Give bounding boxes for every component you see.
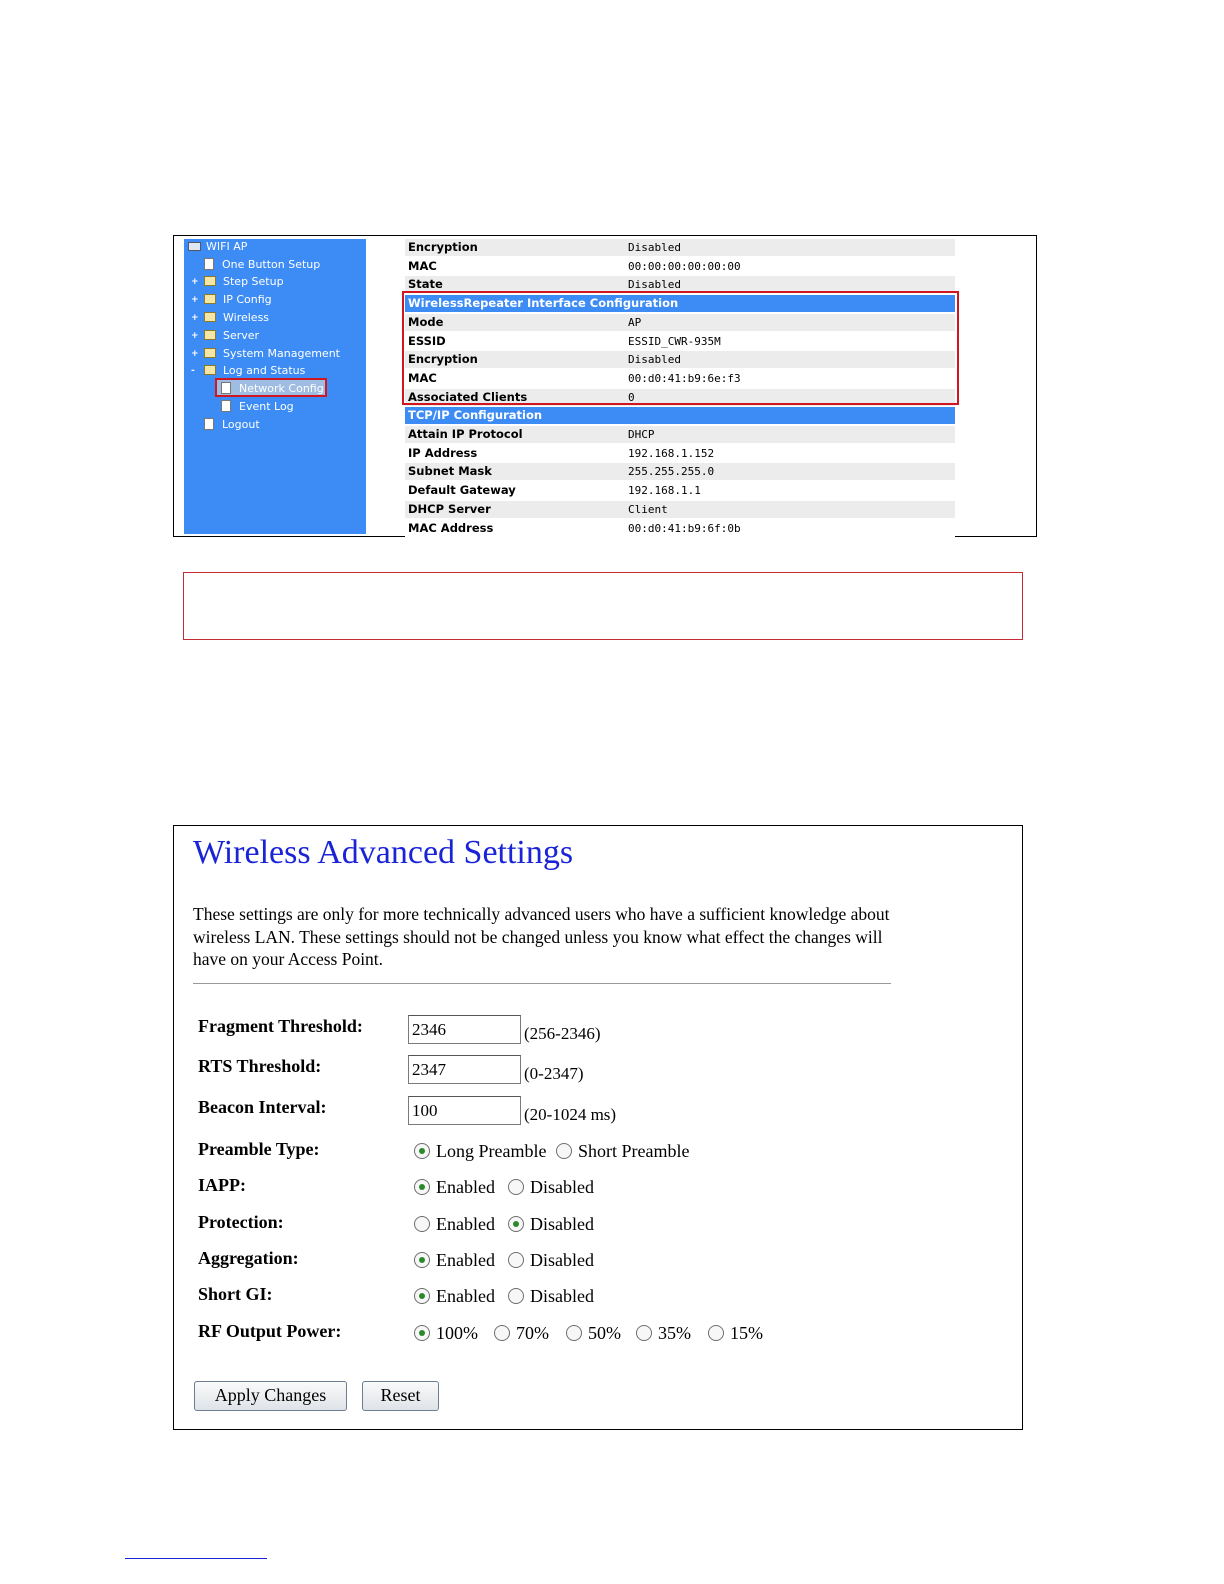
folder-icon bbox=[204, 348, 216, 358]
status-row bbox=[405, 520, 955, 537]
folder-icon bbox=[204, 276, 216, 286]
status-key: IP Address bbox=[408, 445, 478, 460]
radio-unchecked-icon[interactable] bbox=[508, 1252, 524, 1268]
status-value: 00:00:00:00:00:00 bbox=[628, 259, 741, 273]
section-title: WirelessRepeater Interface Configuration bbox=[408, 296, 679, 311]
page-description: These settings are only for more technically advanced users who have a sufficient knowledge about wireless LAN. These settings should not be changed unless you know what effect the changes will have on your Access Point. bbox=[193, 904, 890, 969]
page-title: Wireless Advanced Settings bbox=[193, 834, 574, 871]
status-key: DHCP Server bbox=[408, 501, 491, 516]
radio-checked-icon[interactable] bbox=[414, 1179, 430, 1195]
status-value: 192.168.1.1 bbox=[628, 484, 701, 498]
radio-unchecked-icon[interactable] bbox=[494, 1325, 510, 1341]
status-key: State bbox=[408, 277, 443, 292]
status-value: 255.255.255.0 bbox=[628, 465, 715, 479]
radio-option-label: 50% bbox=[588, 1323, 621, 1343]
page-icon bbox=[204, 258, 214, 270]
status-key: ESSID bbox=[408, 333, 446, 348]
radio-group-label: RF Output Power: bbox=[198, 1321, 342, 1341]
status-row bbox=[405, 426, 955, 443]
status-value: 00:d0:41:b9:6e:f3 bbox=[628, 371, 741, 385]
radio-unchecked-icon[interactable] bbox=[414, 1216, 430, 1232]
radio-group-label: IAPP: bbox=[198, 1175, 246, 1195]
tree-item[interactable] bbox=[191, 292, 272, 308]
tree-item[interactable] bbox=[191, 346, 340, 362]
tree-root[interactable] bbox=[188, 239, 247, 255]
radio-group-label: Aggregation: bbox=[198, 1248, 299, 1268]
expand-icon[interactable]: + bbox=[191, 313, 199, 323]
tree-item-label: Logout bbox=[222, 418, 260, 431]
status-row bbox=[405, 389, 955, 406]
divider bbox=[193, 983, 891, 984]
radio-checked-icon[interactable] bbox=[414, 1288, 430, 1304]
beacon-interval-label: Beacon Interval: bbox=[198, 1097, 327, 1117]
expand-icon[interactable]: + bbox=[191, 277, 199, 287]
page-icon bbox=[221, 382, 231, 394]
network-status-screenshot bbox=[173, 235, 1037, 537]
status-key: Mode bbox=[408, 314, 444, 329]
status-key: Subnet Mask bbox=[408, 464, 492, 479]
section-title: TCP/IP Configuration bbox=[408, 408, 543, 423]
status-value: Client bbox=[628, 502, 668, 516]
footer-underline bbox=[125, 1558, 267, 1559]
status-row bbox=[405, 276, 955, 293]
radio-option-label: 15% bbox=[730, 1323, 763, 1343]
tree-item-label: Event Log bbox=[239, 400, 294, 413]
status-row bbox=[405, 239, 955, 256]
tree-item-label: Step Setup bbox=[223, 275, 284, 288]
radio-checked-icon[interactable] bbox=[414, 1325, 430, 1341]
radio-option-label: 35% bbox=[658, 1323, 691, 1343]
status-key: Encryption bbox=[408, 352, 478, 367]
status-value: Disabled bbox=[628, 241, 681, 254]
tree-item[interactable] bbox=[191, 328, 260, 344]
radio-option-label: 70% bbox=[516, 1323, 549, 1343]
tree-root-label: WIFI AP bbox=[206, 240, 248, 253]
radio-option-label: Enabled bbox=[436, 1250, 495, 1270]
radio-group-label: Short GI: bbox=[198, 1284, 273, 1304]
radio-option-label: Disabled bbox=[530, 1214, 594, 1234]
radio-unchecked-icon[interactable] bbox=[508, 1288, 524, 1304]
tree-item-label: IP Config bbox=[223, 293, 272, 306]
tree-item[interactable] bbox=[191, 310, 270, 326]
status-value: ESSID_CWR-935M bbox=[628, 334, 721, 348]
expand-icon[interactable]: + bbox=[191, 349, 199, 359]
folder-open-icon bbox=[204, 365, 216, 375]
status-row bbox=[405, 351, 955, 368]
expand-icon[interactable]: + bbox=[191, 331, 199, 341]
tree-item[interactable] bbox=[221, 399, 294, 415]
radio-option-label: Long Preamble bbox=[436, 1141, 547, 1161]
status-value: Disabled bbox=[628, 278, 681, 292]
reset-button[interactable]: Reset bbox=[362, 1381, 439, 1411]
note-box bbox=[183, 572, 1023, 640]
radio-option-label: 100% bbox=[436, 1323, 478, 1343]
beacon-interval-hint: (20-1024 ms) bbox=[524, 1105, 617, 1124]
page-icon bbox=[204, 418, 214, 430]
radio-option-label: Enabled bbox=[436, 1286, 495, 1306]
radio-group-label: Preamble Type: bbox=[198, 1139, 320, 1159]
section-header bbox=[405, 295, 955, 312]
status-value: 192.168.1.152 bbox=[628, 446, 715, 460]
status-row bbox=[405, 370, 955, 387]
status-value: DHCP bbox=[628, 428, 655, 441]
section-header bbox=[405, 407, 955, 424]
radio-checked-icon[interactable] bbox=[414, 1252, 430, 1268]
status-value: 00:d0:41:b9:6f:0b bbox=[628, 521, 741, 535]
radio-group-label: Protection: bbox=[198, 1212, 284, 1232]
fragment-threshold-label: Fragment Threshold: bbox=[198, 1016, 363, 1036]
radio-option-label: Enabled bbox=[436, 1177, 495, 1197]
status-value: Disabled bbox=[628, 353, 681, 367]
tree-item[interactable] bbox=[204, 417, 260, 433]
apply-changes-button[interactable]: Apply Changes bbox=[194, 1381, 347, 1411]
fragment-threshold-hint: (256-2346) bbox=[524, 1024, 601, 1043]
tree-item[interactable] bbox=[204, 257, 320, 273]
status-value: AP bbox=[628, 315, 642, 329]
tree-item[interactable] bbox=[191, 274, 284, 290]
folder-icon bbox=[204, 294, 216, 304]
folder-icon bbox=[204, 312, 216, 322]
tree-item-label: Server bbox=[223, 329, 260, 342]
radio-option-label: Disabled bbox=[530, 1250, 594, 1270]
status-key: Attain IP Protocol bbox=[408, 427, 523, 441]
status-row bbox=[405, 463, 955, 480]
computer-icon bbox=[188, 242, 201, 251]
radio-checked-icon[interactable] bbox=[508, 1216, 524, 1232]
tree-item-label: Log and Status bbox=[223, 364, 306, 377]
status-row bbox=[405, 482, 955, 499]
status-row bbox=[405, 333, 955, 350]
status-key: MAC bbox=[408, 370, 437, 385]
rts-threshold-hint: (0-2347) bbox=[524, 1064, 584, 1083]
tree-item[interactable] bbox=[221, 381, 324, 397]
expand-icon[interactable]: + bbox=[191, 295, 199, 305]
folder-icon bbox=[204, 330, 216, 340]
status-key: Associated Clients bbox=[408, 389, 528, 404]
status-row bbox=[405, 501, 955, 518]
radio-unchecked-icon[interactable] bbox=[708, 1325, 724, 1341]
page-icon bbox=[221, 400, 231, 412]
tree-item[interactable] bbox=[191, 363, 306, 379]
beacon-interval-input[interactable]: 100 bbox=[408, 1096, 521, 1125]
radio-unchecked-icon[interactable] bbox=[566, 1325, 582, 1341]
rts-threshold-label: RTS Threshold: bbox=[198, 1056, 322, 1076]
status-key: Encryption bbox=[408, 240, 478, 254]
radio-unchecked-icon[interactable] bbox=[636, 1325, 652, 1341]
wireless-advanced-settings-screenshot bbox=[173, 825, 1023, 1430]
radio-option-label: Disabled bbox=[530, 1286, 594, 1306]
status-value: 0 bbox=[628, 390, 635, 404]
radio-checked-icon[interactable] bbox=[414, 1143, 430, 1159]
tree-item-label: One Button Setup bbox=[222, 258, 321, 271]
radio-unchecked-icon[interactable] bbox=[508, 1179, 524, 1195]
rts-threshold-input[interactable]: 2347 bbox=[408, 1055, 521, 1084]
tree-item-label: System Management bbox=[223, 347, 340, 360]
navigation-tree bbox=[184, 239, 366, 534]
status-row bbox=[405, 314, 955, 331]
collapse-icon[interactable]: - bbox=[191, 366, 195, 376]
tree-item-label: Wireless bbox=[223, 311, 270, 324]
status-key: Default Gateway bbox=[408, 483, 516, 498]
fragment-threshold-input[interactable]: 2346 bbox=[408, 1015, 521, 1044]
tree-item-label: Network Config bbox=[239, 382, 324, 395]
radio-unchecked-icon[interactable] bbox=[556, 1143, 572, 1159]
radio-option-label: Short Preamble bbox=[578, 1141, 690, 1161]
radio-option-label: Disabled bbox=[530, 1177, 594, 1197]
status-row bbox=[405, 445, 955, 462]
status-key: MAC Address bbox=[408, 520, 494, 535]
radio-option-label: Enabled bbox=[436, 1214, 495, 1234]
status-row bbox=[405, 258, 955, 275]
status-key: MAC bbox=[408, 258, 437, 273]
